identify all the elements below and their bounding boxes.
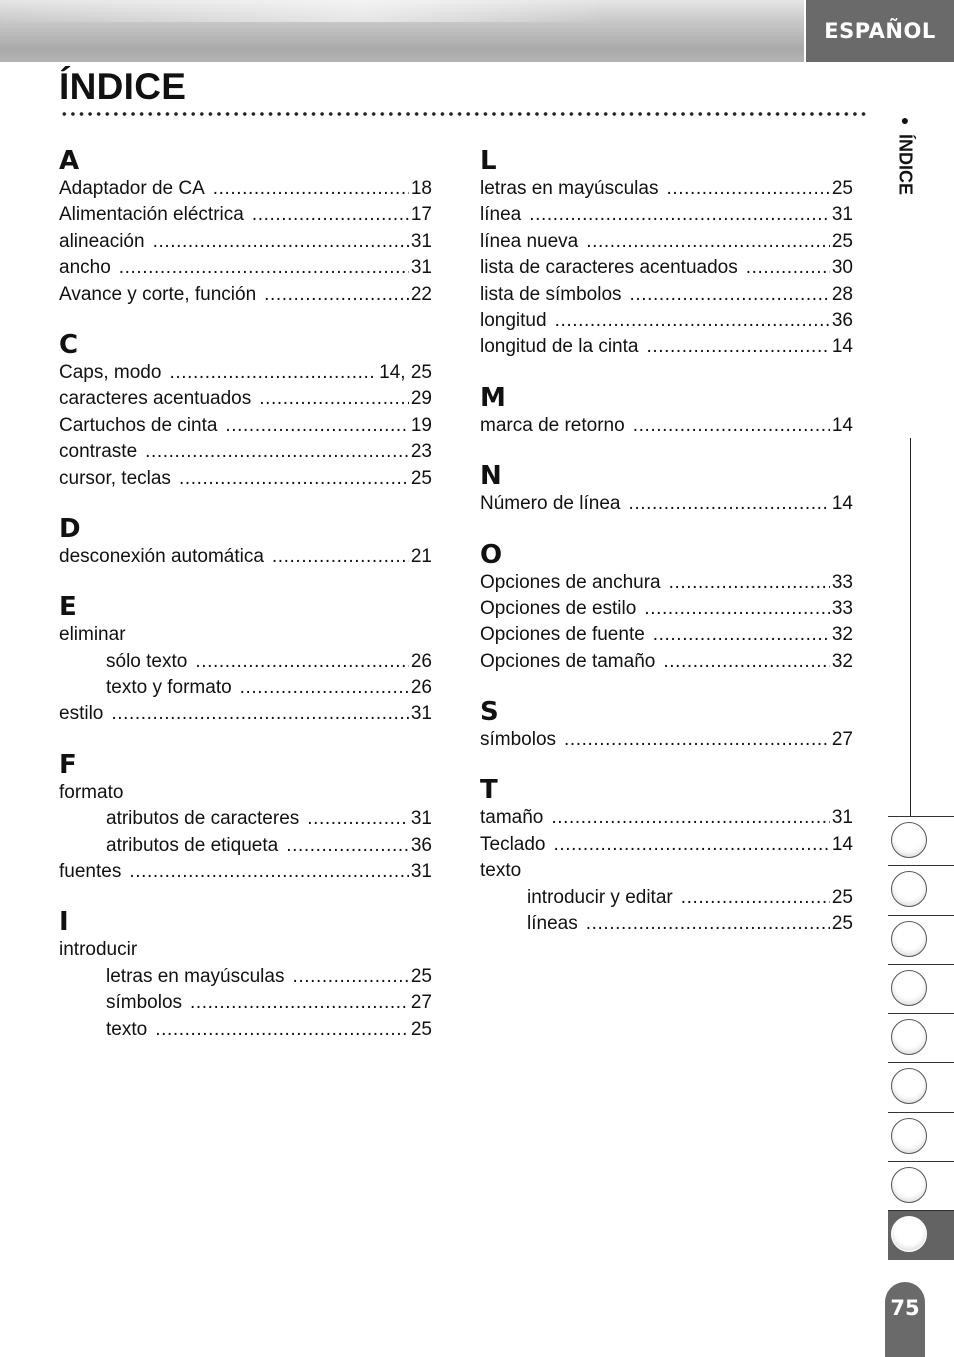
index-term: Avance y corte, función (59, 283, 257, 305)
index-page-ref: 32 (831, 650, 853, 672)
index-term: línea (480, 204, 522, 226)
index-entry (59, 701, 432, 727)
dot-leader (292, 964, 408, 990)
index-term: eliminar (59, 624, 126, 646)
index-entry (480, 832, 853, 858)
index-column-right (480, 146, 853, 937)
index-letter-heading: C (59, 329, 79, 360)
index-term: Caps, modo (59, 361, 162, 383)
index-subentry (59, 1017, 432, 1043)
index-page-ref: 14 (831, 833, 853, 855)
index-term: ancho (59, 257, 111, 279)
index-column-left (59, 146, 432, 1043)
dot-leader (213, 176, 409, 202)
index-entry (59, 439, 432, 465)
chapter-tab (888, 816, 954, 865)
index-letter-heading: L (480, 146, 497, 176)
index-entry (59, 176, 432, 202)
index-subentry (59, 990, 432, 1016)
index-page-ref: 27 (831, 729, 853, 751)
index-letter-heading: M (480, 382, 506, 413)
index-term: símbolos (106, 992, 183, 1014)
index-term: tamaño (480, 807, 544, 829)
index-entry (59, 202, 432, 228)
index-entry (480, 308, 853, 334)
page-title: ÍNDICE (59, 66, 187, 107)
index-term: cursor, teclas (59, 467, 171, 489)
dot-leader (644, 596, 830, 622)
index-page-ref: 14, 25 (379, 361, 432, 383)
dot-leader (628, 491, 829, 517)
dot-leader (272, 544, 409, 570)
chapter-tabs (888, 816, 954, 1260)
index-term: Opciones de fuente (480, 624, 645, 646)
chapter-tab (888, 1112, 954, 1161)
index-term: caracteres acentuados (59, 388, 252, 410)
index-page-ref: 27 (410, 992, 432, 1014)
index-entry (480, 229, 853, 255)
dotted-divider (60, 111, 866, 117)
chapter-tab (888, 1210, 954, 1259)
index-page-ref: 17 (410, 204, 432, 226)
index-term: Opciones de estilo (480, 597, 637, 619)
index-term: texto (480, 860, 522, 882)
index-term: introducir y editar (527, 886, 673, 908)
index-page-ref: 26 (410, 677, 432, 699)
index-letter-heading: A (59, 146, 80, 176)
page-number: 75 (885, 1282, 925, 1357)
chapter-tab (888, 964, 954, 1013)
index-page-ref: 31 (831, 807, 853, 829)
chapter-tab (888, 865, 954, 914)
index-letter-heading: F (59, 749, 77, 780)
index-term: atributos de caracteres (106, 808, 300, 830)
dot-leader (666, 176, 829, 202)
dot-leader (264, 282, 409, 308)
index-page-ref: 31 (831, 204, 853, 226)
index-term: longitud (480, 309, 547, 331)
dot-leader (586, 911, 830, 937)
index-entry (480, 596, 853, 622)
index-entry (480, 727, 853, 753)
dot-leader (155, 1017, 409, 1043)
index-page-ref: 31 (410, 703, 432, 725)
index-term: Alimentación eléctrica (59, 204, 244, 226)
bullet-icon: ● (897, 112, 913, 128)
index-entry (480, 570, 853, 596)
index-entry (59, 937, 432, 963)
dot-leader (564, 727, 830, 753)
dot-leader (195, 649, 409, 675)
index-term: símbolos (480, 729, 557, 751)
dot-leader (554, 832, 830, 858)
index-entry (480, 282, 853, 308)
index-page-ref: 23 (410, 441, 432, 463)
dot-leader (225, 413, 408, 439)
index-page-ref: 31 (410, 230, 432, 252)
dot-leader (586, 229, 830, 255)
dot-leader (653, 622, 830, 648)
dot-leader (259, 386, 409, 412)
circle-icon (891, 871, 927, 907)
index-entry (480, 491, 853, 517)
index-term: introducir (59, 939, 138, 961)
dot-leader (240, 675, 409, 701)
index-page-ref: 14 (831, 493, 853, 515)
index-entry (480, 805, 853, 831)
index-term: atributos de etiqueta (106, 834, 279, 856)
index-subentry (59, 649, 432, 675)
index-page-ref: 30 (831, 257, 853, 279)
index-term: Opciones de tamaño (480, 650, 656, 672)
dot-leader (119, 255, 409, 281)
chapter-tab (888, 915, 954, 964)
index-letter-heading: N (480, 461, 502, 492)
index-page-ref: 28 (831, 283, 853, 305)
index-entry (480, 649, 853, 675)
chapter-tab (888, 1013, 954, 1062)
index-letter-heading: O (480, 539, 503, 570)
index-term: Opciones de anchura (480, 571, 661, 593)
index-page-ref: 19 (410, 414, 432, 436)
circle-icon (891, 1118, 927, 1154)
index-entry (59, 859, 432, 885)
index-entry (59, 622, 432, 648)
index-page-ref: 14 (831, 336, 853, 358)
index-term: estilo (59, 703, 104, 725)
index-page-ref: 25 (831, 230, 853, 252)
index-term: sólo texto (106, 650, 188, 672)
circle-icon (891, 921, 927, 957)
index-entry (59, 360, 432, 386)
dot-leader (169, 360, 377, 386)
index-entry (480, 176, 853, 202)
dot-leader (630, 282, 830, 308)
dot-leader (190, 990, 409, 1016)
index-term: Número de línea (480, 493, 621, 515)
index-term: lista de símbolos (480, 283, 622, 305)
index-page-ref: 25 (410, 467, 432, 489)
index-page-ref: 33 (831, 571, 853, 593)
side-divider-line (910, 438, 911, 816)
index-page-ref: 18 (410, 178, 432, 199)
index-subentry (59, 675, 432, 701)
index-entry (59, 780, 432, 806)
dot-leader (179, 466, 409, 492)
index-page-ref: 36 (831, 309, 853, 331)
index-term: desconexión automática (59, 545, 264, 567)
circle-icon (891, 1216, 927, 1252)
dot-leader (111, 701, 409, 727)
dot-leader (633, 413, 830, 439)
chapter-tab (888, 1062, 954, 1111)
index-entry (480, 413, 853, 439)
index-term: contraste (59, 441, 138, 463)
index-term: formato (59, 781, 124, 803)
circle-icon (891, 1167, 927, 1203)
side-section-label (894, 112, 916, 195)
index-subentry (480, 885, 853, 911)
index-entry (59, 466, 432, 492)
index-term: letras en mayúsculas (106, 965, 285, 987)
index-entry (480, 858, 853, 884)
dot-leader (681, 885, 830, 911)
index-page-ref: 25 (831, 178, 853, 199)
language-tab: ESPAÑOL (806, 0, 954, 62)
index-term: Adaptador de CA (59, 178, 205, 199)
index-term: alineación (59, 230, 145, 252)
index-page-ref: 21 (410, 545, 432, 567)
index-page-ref: 33 (831, 597, 853, 619)
dot-leader (286, 833, 409, 859)
index-entry (59, 229, 432, 255)
index-entry (480, 202, 853, 228)
index-term: línea nueva (480, 230, 579, 252)
circle-icon (891, 822, 927, 858)
index-entry (59, 413, 432, 439)
index-letter-heading: S (480, 697, 499, 728)
dot-leader (663, 649, 830, 675)
index-term: lista de caracteres acentuados (480, 257, 738, 279)
index-page-ref: 25 (410, 965, 432, 987)
index-page-ref: 36 (410, 834, 432, 856)
index-letter-heading: D (59, 513, 81, 544)
index-entry (480, 255, 853, 281)
dot-leader (153, 229, 409, 255)
index-term: texto (106, 1018, 148, 1040)
index-entry (59, 255, 432, 281)
index-term: Teclado (480, 833, 546, 855)
index-letter-heading: E (59, 592, 77, 623)
dot-leader (307, 806, 409, 832)
index-entry (59, 282, 432, 308)
dot-leader (252, 202, 409, 228)
index-page-ref: 31 (410, 861, 432, 883)
index-page-ref: 14 (831, 414, 853, 436)
index-page-ref: 22 (410, 283, 432, 305)
index-term: letras en mayúsculas (480, 178, 659, 199)
index-page-ref: 29 (410, 388, 432, 410)
circle-icon (891, 1068, 927, 1104)
index-term: líneas (527, 913, 578, 935)
index-entry (59, 544, 432, 570)
dot-leader (555, 308, 830, 334)
index-page-ref: 31 (410, 808, 432, 830)
index-page-ref: 26 (410, 650, 432, 672)
dot-leader (145, 439, 409, 465)
chapter-tab (888, 1161, 954, 1210)
index-term: texto y formato (106, 677, 232, 699)
index-letter-heading: I (59, 907, 69, 938)
index-page-ref: 25 (831, 913, 853, 935)
index-entry (480, 334, 853, 360)
dot-leader (746, 255, 830, 281)
index-term: Cartuchos de cinta (59, 414, 218, 436)
circle-icon (891, 1019, 927, 1055)
index-page-ref: 25 (831, 886, 853, 908)
index-entry (59, 386, 432, 412)
index-subentry (59, 806, 432, 832)
dot-leader (551, 805, 829, 831)
dot-leader (529, 202, 830, 228)
index-subentry (480, 911, 853, 937)
dot-leader (646, 334, 829, 360)
index-term: marca de retorno (480, 414, 625, 436)
dot-leader (129, 859, 409, 885)
index-page-ref: 31 (410, 257, 432, 279)
header-bar (0, 0, 804, 62)
dot-leader (669, 570, 830, 596)
index-entry (480, 622, 853, 648)
index-subentry (59, 833, 432, 859)
index-subentry (59, 964, 432, 990)
circle-icon (891, 970, 927, 1006)
index-term: fuentes (59, 861, 122, 883)
index-term: longitud de la cinta (480, 336, 639, 358)
side-section-label-text: ÍNDICE (895, 134, 916, 196)
index-page-ref: 32 (831, 624, 853, 646)
index-letter-heading: T (480, 775, 498, 806)
index-page-ref: 25 (410, 1018, 432, 1040)
